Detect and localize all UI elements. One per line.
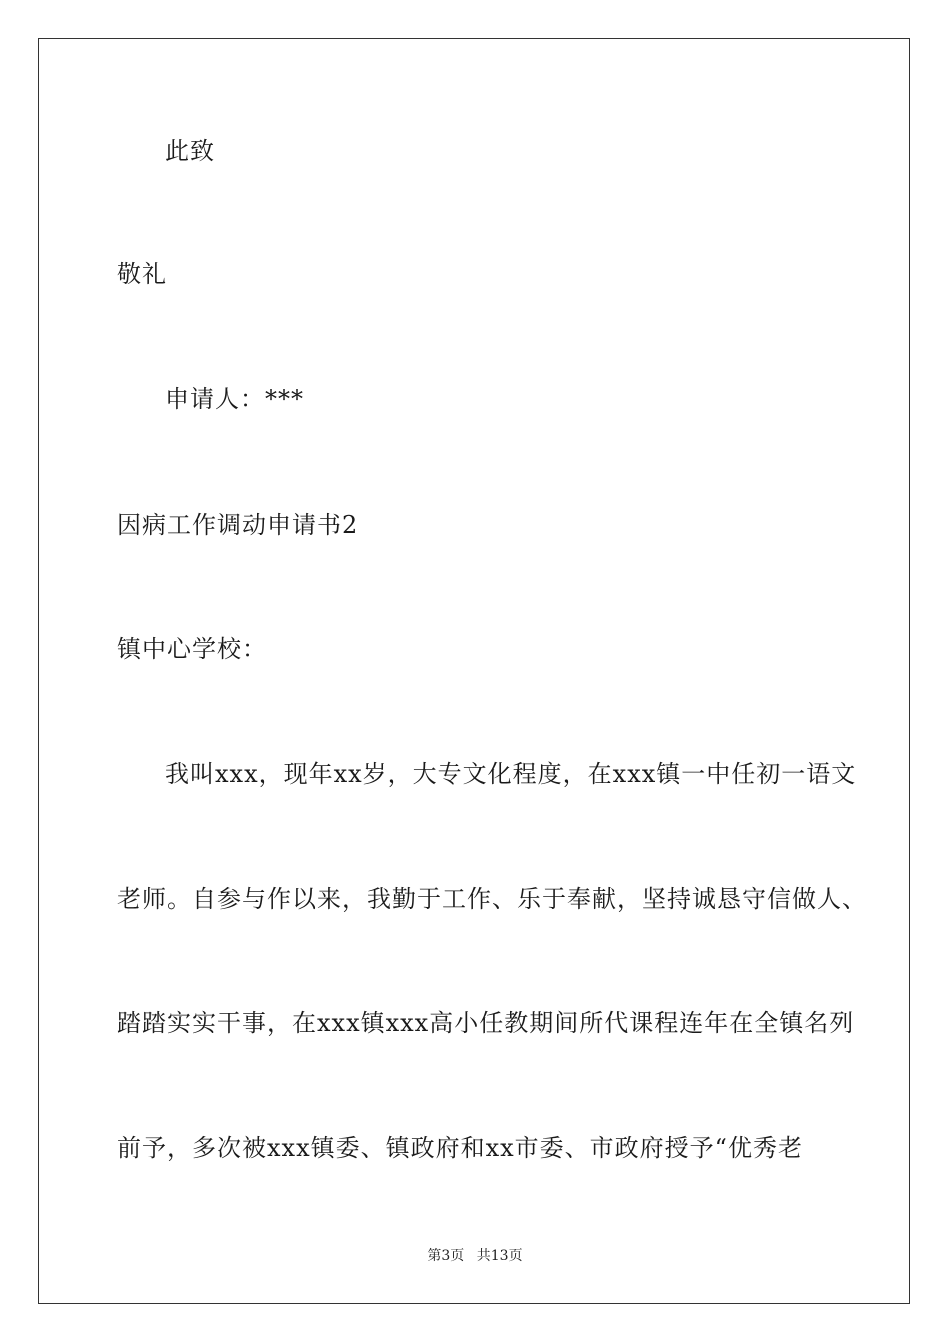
section-title: 因病工作调动申请书2 [117,511,359,539]
body-line: 老师。自参与作以来，我勤于工作、乐于奉献，坚持诚恳守信做人、 [117,885,867,913]
body-line: 踏踏实实干事，在xxx镇xxx高小任教期间所代课程连年在全镇名列 [117,1009,855,1037]
page-footer [0,1247,950,1265]
body-line: 我叫xxx，现年xx岁，大专文化程度，在xxx镇一中任初一语文 [165,760,857,788]
applicant-line: 申请人：*** [165,385,304,413]
page-border [38,38,910,1304]
body-line: 前予，多次被xxx镇委、镇政府和xx市委、市政府授予“优秀老 [117,1134,803,1162]
page-total: 共13页 [476,1248,523,1264]
closing-line: 此致 [165,137,215,165]
addressee-line: 镇中心学校： [117,635,267,663]
page-number: 第3页 [427,1248,465,1264]
salutation-line: 敬礼 [117,260,167,288]
